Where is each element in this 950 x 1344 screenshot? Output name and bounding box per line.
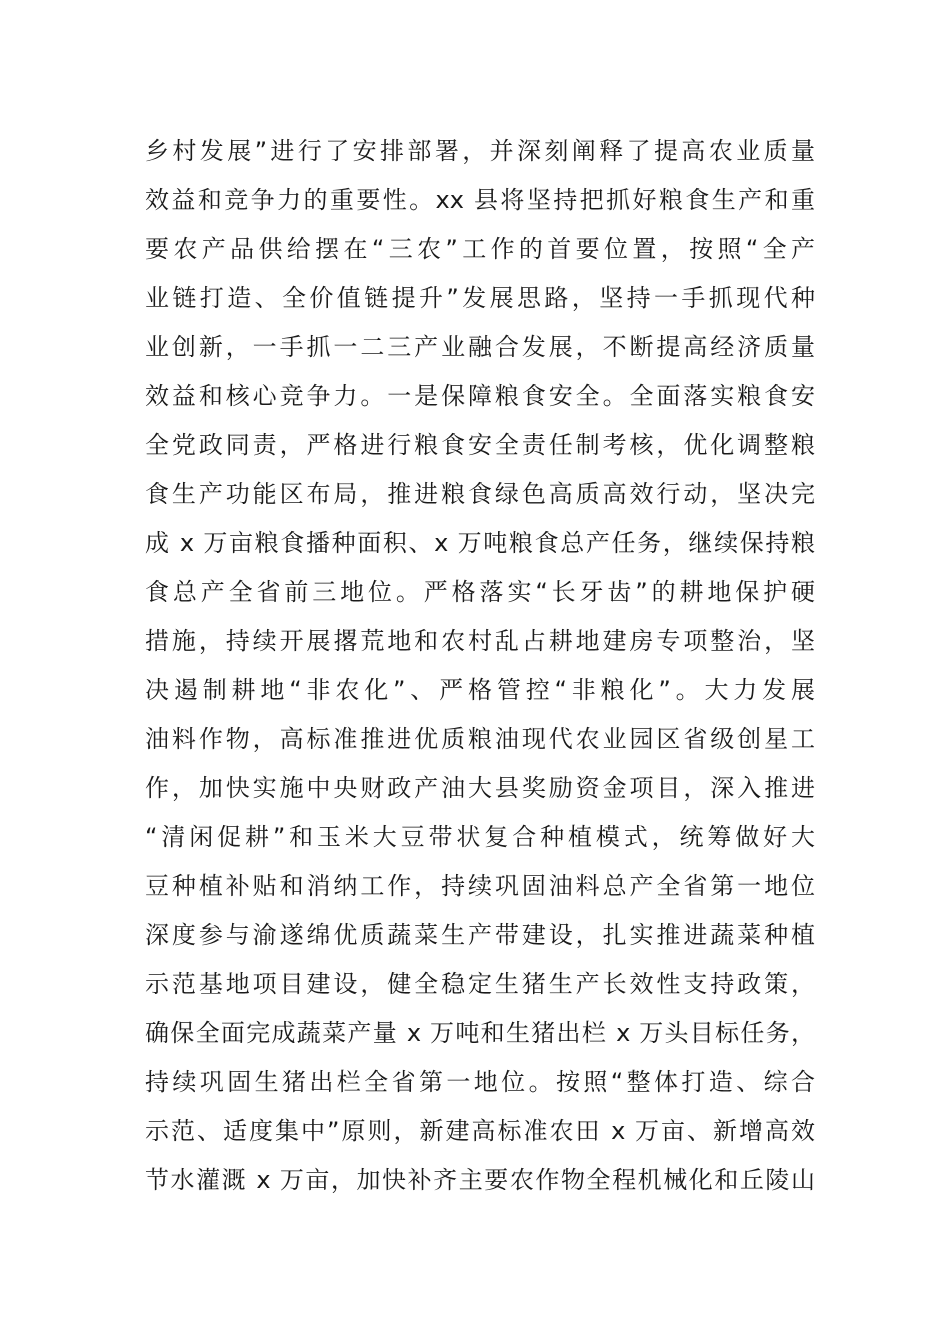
text-line: 业创新，一手抓一二三产业融合发展，不断提高经济质量	[145, 333, 815, 361]
text-line: 示范基地项目建设，健全稳定生猪生产长效性支持政策，	[145, 970, 815, 998]
text-line: 全党政同责，严格进行粮食安全责任制考核，优化调整粮	[145, 431, 815, 459]
text-line: 深度参与渝遂绵优质蔬菜生产带建设，扎实推进蔬菜种植	[145, 921, 815, 949]
text-line: 成 x 万亩粮食播种面积、x 万吨粮食总产任务，继续保持粮	[145, 529, 815, 557]
text-line: 效益和竞争力的重要性。xx 县将坚持把抓好粮食生产和重	[145, 186, 815, 214]
body-text	[145, 127, 815, 1205]
text-line: 节水灌溉 x 万亩，加快补齐主要农作物全程机械化和丘陵山	[145, 1166, 815, 1194]
text-line: 豆种植补贴和消纳工作，持续巩固油料总产全省第一地位	[145, 872, 815, 900]
text-line: 食总产全省前三地位。严格落实“长牙齿”的耕地保护硬	[145, 578, 815, 606]
text-line: 油料作物，高标准推进优质粮油现代农业园区省级创星工	[145, 725, 815, 753]
text-line: 乡村发展”进行了安排部署，并深刻阐释了提高农业质量	[145, 137, 815, 165]
text-line: 作，加快实施中央财政产油大县奖励资金项目，深入推进	[145, 774, 815, 802]
text-line: 持续巩固生猪出栏全省第一地位。按照“整体打造、综合	[145, 1068, 815, 1096]
text-line: 业链打造、全价值链提升”发展思路，坚持一手抓现代种	[145, 284, 815, 312]
text-line: “清闲促耕”和玉米大豆带状复合种植模式，统筹做好大	[145, 823, 815, 851]
text-line: 效益和核心竞争力。一是保障粮食安全。全面落实粮食安	[145, 382, 815, 410]
text-line: 措施，持续开展撂荒地和农村乱占耕地建房专项整治，坚	[145, 627, 815, 655]
text-line: 食生产功能区布局，推进粮食绿色高质高效行动，坚决完	[145, 480, 815, 508]
text-line: 要农产品供给摆在“三农”工作的首要位置，按照“全产	[145, 235, 815, 263]
text-line: 决遏制耕地“非农化”、严格管控“非粮化”。大力发展	[145, 676, 815, 704]
text-line: 示范、适度集中”原则，新建高标准农田 x 万亩、新增高效	[145, 1117, 815, 1145]
text-line: 确保全面完成蔬菜产量 x 万吨和生猪出栏 x 万头目标任务，	[145, 1019, 815, 1047]
